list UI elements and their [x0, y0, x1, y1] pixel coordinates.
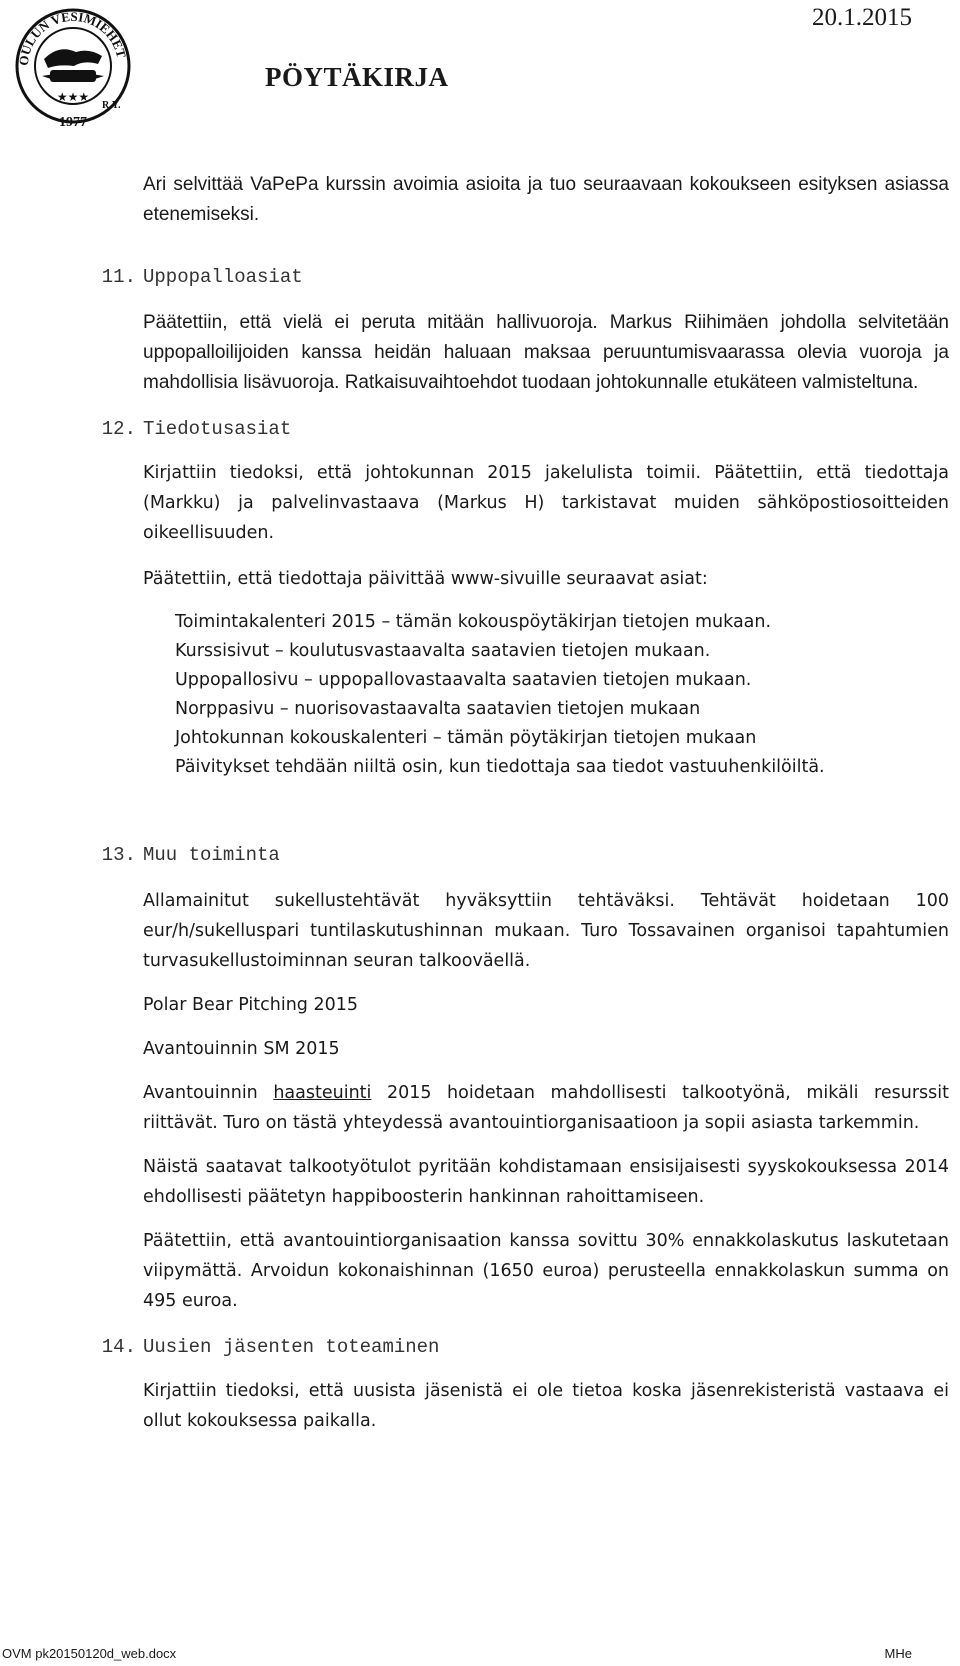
- section-13-paragraph-2: Polar Bear Pitching 2015: [143, 995, 358, 1015]
- section-heading-13: [101, 840, 949, 870]
- list-item: Toimintakalenteri 2015 – tämän kokouspöytäkirjan tietojen mukaan.: [175, 612, 772, 632]
- logo-ring-text: OULUN VESIMIEHET: [15, 8, 130, 67]
- section-title: Uppopalloasiat: [143, 266, 303, 288]
- section-13-paragraph-5: Näistä saatavat talkootyötulot pyritään kohdistamaan ensisijaisesti syyskokouksessa 2014 ehdollisesti päätetyn happiboosterin hankinnan rahoittamiseen.: [143, 1157, 949, 1207]
- page-title: PÖYTÄKIRJA: [265, 62, 449, 92]
- club-logo: [14, 4, 132, 134]
- section-12-paragraph-2: Päätettiin, että tiedottaja päivittää www-sivuille seuraavat asiat:: [143, 569, 708, 589]
- haaste-before: Avantouinnin: [143, 1083, 274, 1103]
- section-12-paragraph-1: Kirjattiin tiedoksi, että johtokunnan 2015 jakelulista toimii. Päätettiin, että tiedottaja (Markku) ja palvelinvastaava (Markus H) tarkistavat muiden sähköpostiosoitteiden oikeellisuuden.: [143, 463, 949, 543]
- list-item: Norppasivu – nuorisovastaavalta saatavien tietojen mukaan: [175, 699, 701, 719]
- section-13-paragraph-haaste: [143, 1078, 949, 1138]
- intro-paragraph: Ari selvittää VaPePa kurssin avoimia asioita ja tuo seuraavaan kokoukseen esityksen asiassa etenemiseksi.: [143, 174, 949, 225]
- section-13-paragraph-1: Allamainitut sukellustehtävät hyväksyttiin tehtäväksi. Tehtävät hoidetaan 100 eur/h/sukelluspari tuntilaskutushinnan mukaan. Turo Tossavainen organisoi tapahtumien turvasukellustoiminnan seuran talkooväellä.: [143, 891, 949, 971]
- haaste-underlined: haasteuinti: [273, 1083, 372, 1103]
- list-item: Päivitykset tehdään niiltä osin, kun tiedottaja saa tiedot vastuuhenkilöiltä.: [175, 757, 825, 777]
- section-title: Uusien jäsenten toteaminen: [143, 1336, 440, 1358]
- document-body: [101, 170, 950, 1436]
- section-heading-14: [101, 1332, 949, 1362]
- logo-year: 1977: [59, 115, 87, 130]
- footer-filename: OVM pk20150120d_web.docx: [2, 1646, 177, 1661]
- section-number: 14.: [101, 1336, 136, 1358]
- section-heading-12: [101, 414, 949, 444]
- haaste-after: 2015 hoidetaan mahdollisesti talkootyönä, mikäli resurssit riittävät. Turo on tästä yhteydessä avantouintiorganisaatioon ja sopii asiasta tarkemmin.: [143, 1083, 950, 1133]
- section-heading-11: [101, 262, 949, 292]
- section-number: 12.: [101, 418, 136, 440]
- section-11-paragraph: Päätettiin, että vielä ei peruta mitään hallivuoroja. Markus Riihimäen johdolla selvitetään uppopalloilijoiden kanssa heidän haluaan maksaa peruuntumisvaarassa olevia vuoroja ja mahdollisia lisävuoroja. Ratkaisuvaihtoehdot tuodaan johtokunnalle etukäteen valmisteltuna.: [143, 312, 949, 393]
- update-list: [175, 608, 949, 782]
- section-number: 13.: [101, 844, 136, 866]
- section-title: Tiedotusasiat: [143, 418, 292, 440]
- diver-icon: [42, 49, 104, 82]
- section-13-paragraph-3: Avantouinnin SM 2015: [143, 1039, 340, 1059]
- footer-initials: MHe: [884, 1646, 912, 1661]
- list-item: Uppopallosivu – uppopallovastaavalta saatavien tietojen mukaan.: [175, 670, 752, 690]
- stars-icon: ★★★: [56, 90, 90, 104]
- document-date: 20.1.2015: [812, 4, 912, 31]
- list-item: Kurssisivut – koulutusvastaavalta saatavien tietojen mukaan.: [175, 641, 711, 661]
- section-number: 11.: [101, 266, 136, 288]
- section-14-paragraph: Kirjattiin tiedoksi, että uusista jäsenistä ei ole tietoa koska jäsenrekisteristä vastaava ei ollut kokouksessa paikalla.: [143, 1381, 949, 1431]
- list-item: Johtokunnan kokouskalenteri – tämän pöytäkirjan tietojen mukaan: [175, 728, 757, 748]
- section-title: Muu toiminta: [143, 844, 280, 866]
- logo-ring-bottom: R.Y.: [102, 100, 121, 111]
- section-13-paragraph-6: Päätettiin, että avantouintiorganisaation kanssa sovittu 30% ennakkolaskutus laskutetaan viipymättä. Arvoidun kokonaishinnan (1650 euroa) perusteella ennakkolaskun summa on 495 euroa.: [143, 1231, 949, 1311]
